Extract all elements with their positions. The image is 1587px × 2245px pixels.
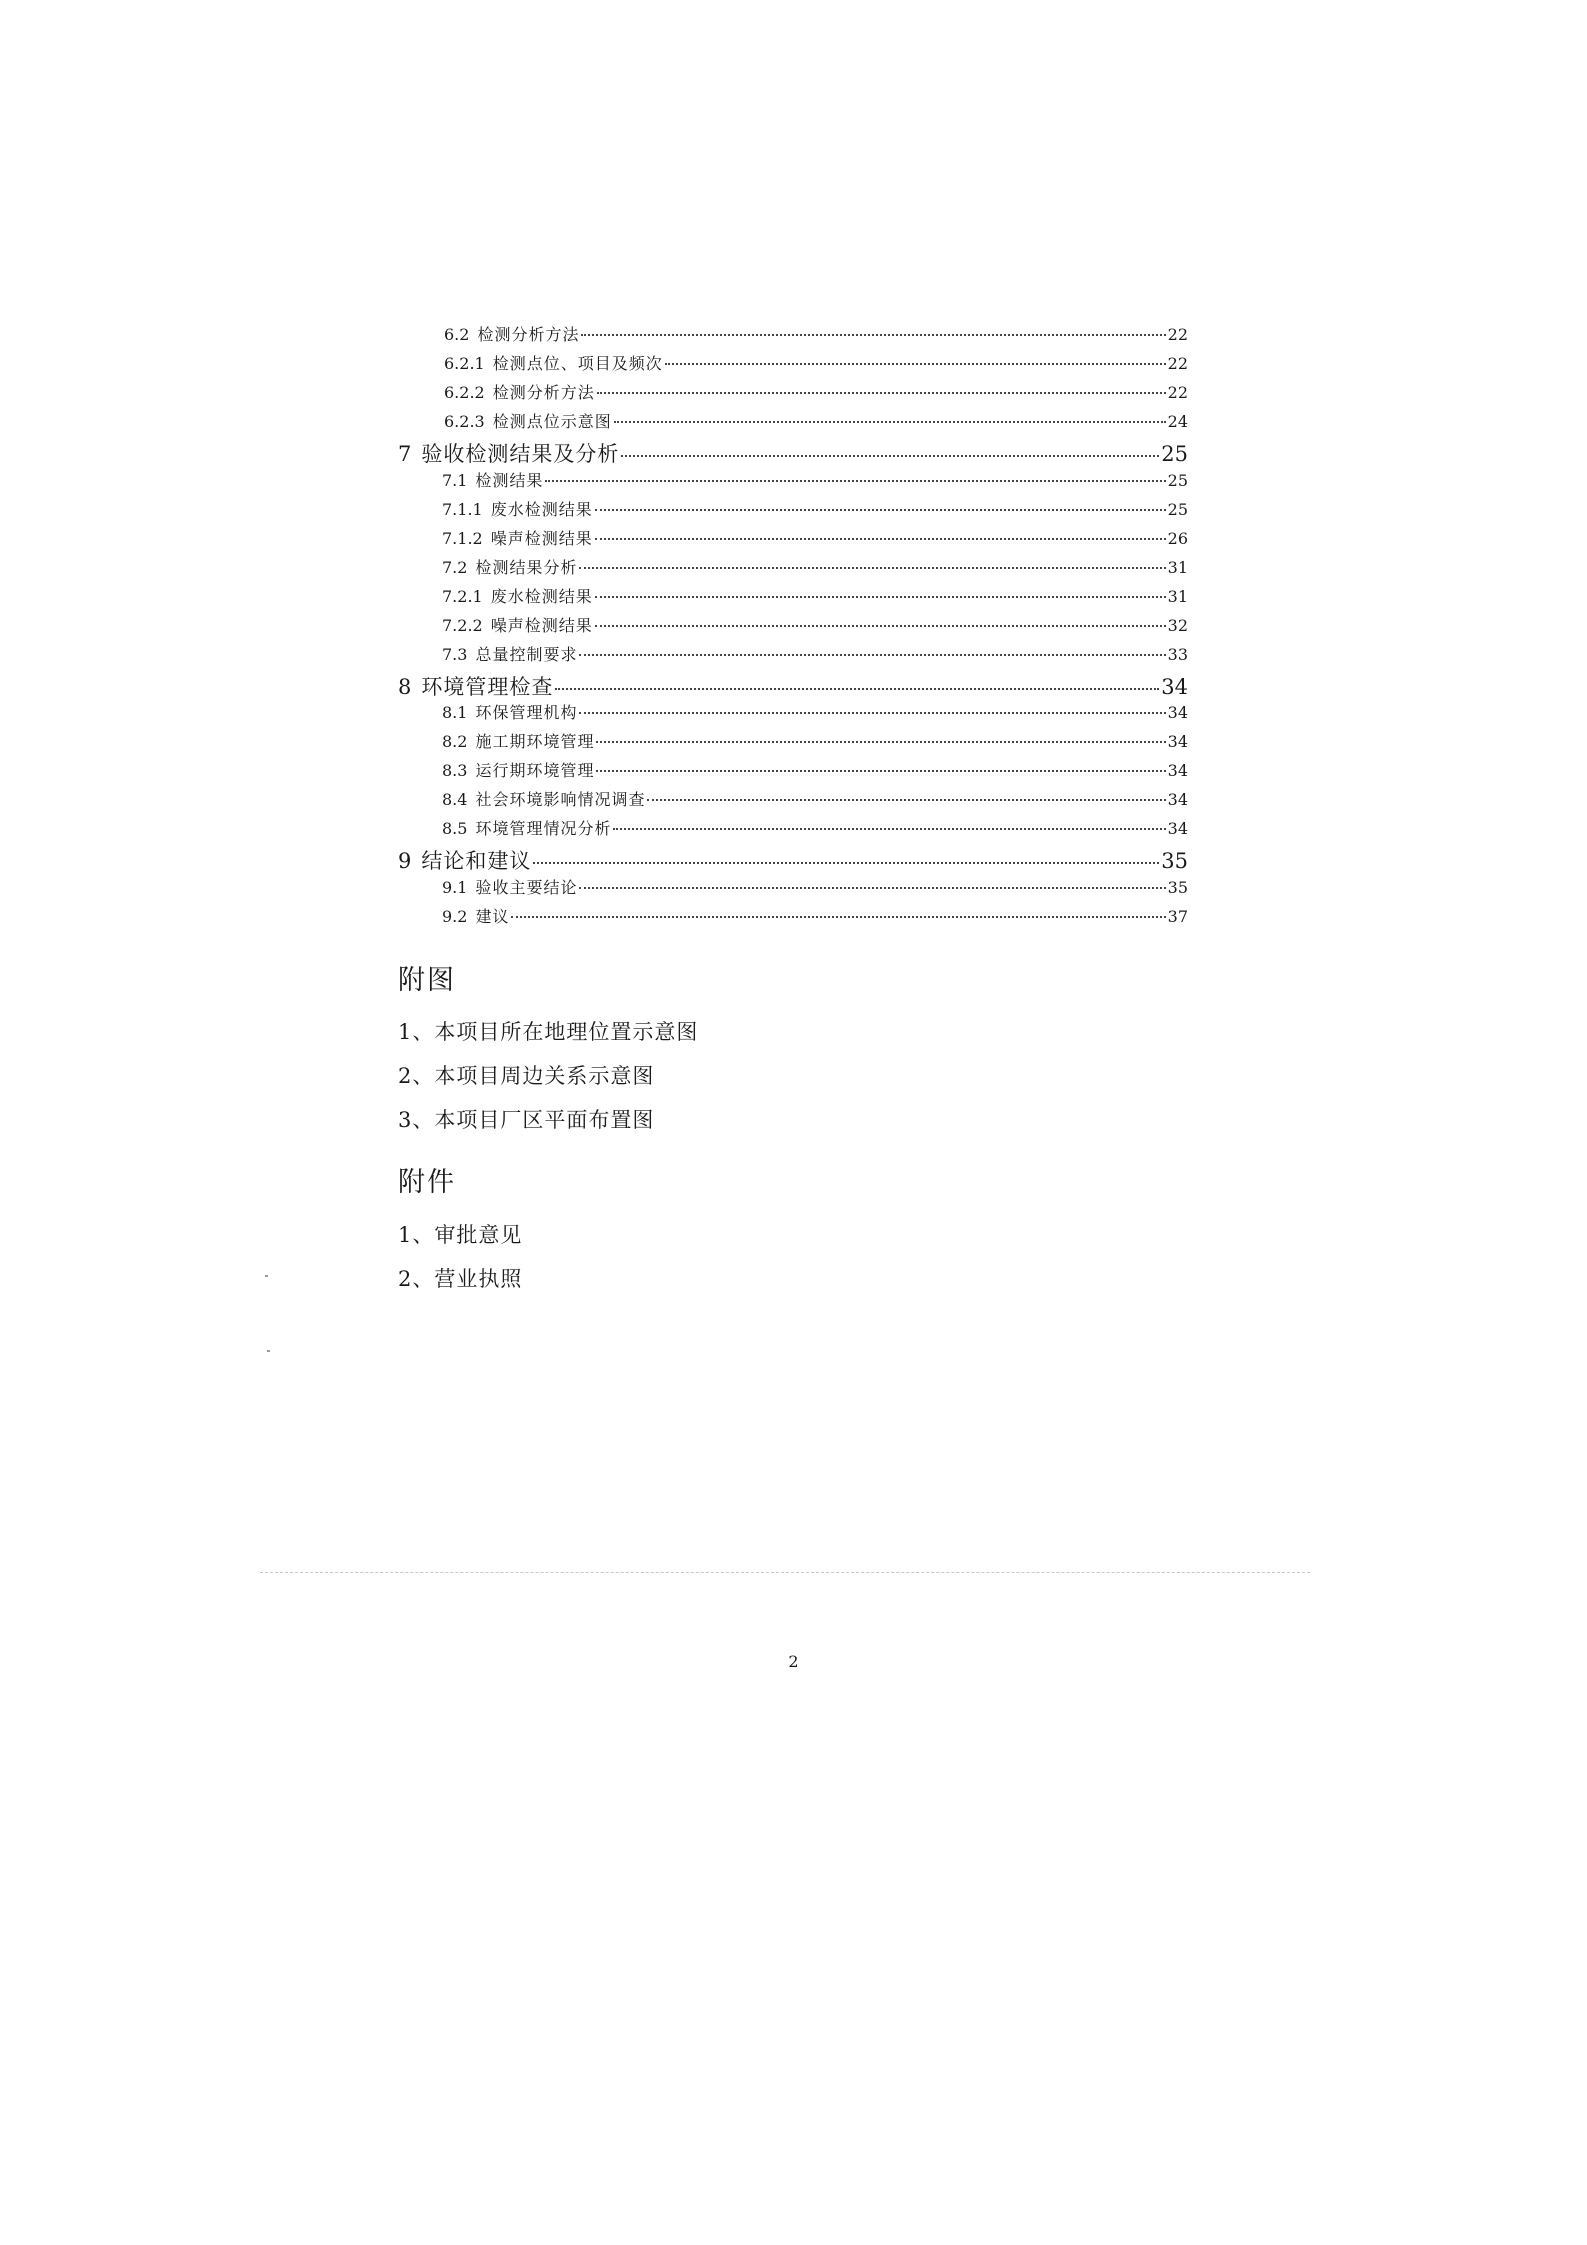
toc-entry [398,816,1188,845]
toc-entry-page: 34 [1167,732,1188,751]
toc-entry [398,526,1188,555]
toc-entry-page: 32 [1167,615,1188,635]
toc-entry [398,438,1188,468]
toc-leader-dots [581,334,1165,336]
toc-entry-number: 6.2.2 [444,383,485,402]
toc-entry-number: 7.1.1 [442,499,483,519]
toc-entry-page: 25 [1161,442,1188,466]
page-number: 2 [788,1652,799,1671]
toc-leader-dots [595,596,1166,598]
toc-entry [398,700,1188,729]
toc-entry-page: 34 [1167,819,1188,838]
figures-heading: 附图 [398,965,456,996]
toc-entry [398,904,1188,933]
toc-leader-dots [579,567,1165,569]
toc-entry [398,642,1188,671]
toc-leader-dots [596,741,1165,743]
toc-leader-dots [613,828,1165,830]
toc-entry-number: 7.1 [442,470,468,490]
toc-entry [398,613,1188,642]
toc-leader-dots [555,688,1159,690]
toc-leader-dots [579,712,1165,714]
toc-entry [398,322,1188,351]
toc-entry-page: 34 [1167,790,1188,809]
toc-entry-number: 8.3 [442,761,468,780]
toc-entry-number: 6.2.1 [444,354,485,373]
figures-list [398,1010,698,1142]
toc-entry-number: 8.5 [442,819,468,838]
toc-leader-dots [595,625,1166,627]
toc-leader-dots [614,421,1166,423]
toc-entry-page: 34 [1167,761,1188,780]
toc-entry-number: 9.2 [442,906,468,926]
toc-entry-number: 8.2 [442,732,468,751]
toc-entry-number: 7.3 [442,644,468,664]
attachments-heading: 附件 [398,1167,456,1198]
toc-entry [398,497,1188,526]
toc-entry [398,584,1188,613]
toc-entry-number: 7.1.2 [442,528,483,548]
scan-speck [265,1275,268,1277]
toc-entry-number: 7.2.1 [442,586,483,606]
toc-entry-title: 总量控制要求 [475,644,578,664]
toc-entry-title: 检测结果 [475,470,544,490]
toc-leader-dots [545,480,1165,482]
toc-entry-title: 环保管理机构 [475,703,578,722]
toc-leader-dots [579,654,1165,656]
toc-leader-dots [647,799,1165,801]
toc-entry-page: 31 [1167,557,1188,577]
toc-entry-title: 环境管理情况分析 [475,819,612,838]
toc-leader-dots [595,509,1166,511]
toc-entry [398,380,1188,409]
toc-entry-page: 34 [1161,674,1188,699]
toc-entry-number: 6.2 [444,325,470,344]
toc-entry-title: 检测点位、项目及频次 [492,354,663,373]
toc-entry-title: 废水检测结果 [490,586,593,606]
toc-entry-page: 25 [1167,499,1188,519]
toc-entry-page: 34 [1167,703,1188,722]
toc-entry-number: 7.2 [442,557,468,577]
toc-leader-dots [597,392,1166,394]
toc-entry [398,787,1188,816]
toc-entry [398,875,1188,904]
toc-leader-dots [533,862,1159,864]
table-of-contents [398,322,1188,933]
toc-entry [398,409,1188,438]
toc-entry-number: 8.1 [442,703,468,722]
figure-list-item: 3、本项目厂区平面布置图 [398,1108,655,1132]
toc-entry-title: 废水检测结果 [490,499,593,519]
toc-entry-title: 验收主要结论 [475,877,578,897]
toc-entry-page: 37 [1167,906,1188,926]
toc-leader-dots [596,770,1165,772]
toc-entry-title: 检测结果分析 [475,557,578,577]
toc-entry-number: 8 [398,674,412,699]
toc-entry-number: 8.4 [442,790,468,809]
toc-leader-dots [511,916,1165,918]
toc-entry-title: 环境管理检查 [421,674,554,699]
scan-fold-line [260,1572,1310,1573]
toc-entry [398,555,1188,584]
toc-entry-page: 22 [1167,354,1188,373]
toc-entry-title: 检测分析方法 [477,325,580,344]
toc-entry-number: 7.2.2 [442,615,483,635]
figure-list-item: 2、本项目周边关系示意图 [398,1064,655,1088]
toc-entry [398,468,1188,497]
toc-entry-number: 9.1 [442,877,468,897]
toc-entry-number: 9 [398,849,412,873]
toc-entry-page: 35 [1167,877,1188,897]
toc-entry-title: 社会环境影响情况调查 [475,790,646,809]
toc-entry-page: 26 [1167,528,1188,548]
figure-list-item: 1、本项目所在地理位置示意图 [398,1020,699,1044]
scan-speck [267,1350,270,1352]
toc-leader-dots [621,455,1159,457]
toc-entry-number: 7 [398,442,412,466]
toc-entry-page: 33 [1167,644,1188,664]
toc-entry-title: 检测点位示意图 [492,412,612,431]
toc-entry-number: 6.2.3 [444,412,485,431]
toc-entry-title: 建议 [475,906,510,926]
toc-entry [398,671,1188,701]
attachment-list-item: 2、营业执照 [398,1267,523,1291]
toc-leader-dots [579,887,1165,889]
toc-entry-page: 22 [1167,383,1188,402]
toc-entry-page: 22 [1167,325,1188,344]
toc-entry [398,758,1188,787]
toc-entry-title: 结论和建议 [421,849,532,873]
toc-entry-page: 31 [1167,586,1188,606]
toc-entry-title: 验收检测结果及分析 [421,442,620,466]
toc-entry-title: 检测分析方法 [492,383,595,402]
attachment-list-item: 1、审批意见 [398,1223,523,1247]
toc-entry-title: 噪声检测结果 [490,528,593,548]
toc-leader-dots [665,363,1166,365]
toc-entry-page: 24 [1167,412,1188,431]
toc-entry-page: 25 [1167,470,1188,490]
toc-entry [398,351,1188,380]
toc-entry-title: 运行期环境管理 [475,761,595,780]
toc-entry-title: 施工期环境管理 [475,732,595,751]
toc-entry-page: 35 [1161,849,1188,873]
toc-entry [398,845,1188,875]
toc-leader-dots [595,538,1166,540]
attachments-list [398,1213,522,1301]
toc-entry [398,729,1188,758]
toc-entry-title: 噪声检测结果 [490,615,593,635]
